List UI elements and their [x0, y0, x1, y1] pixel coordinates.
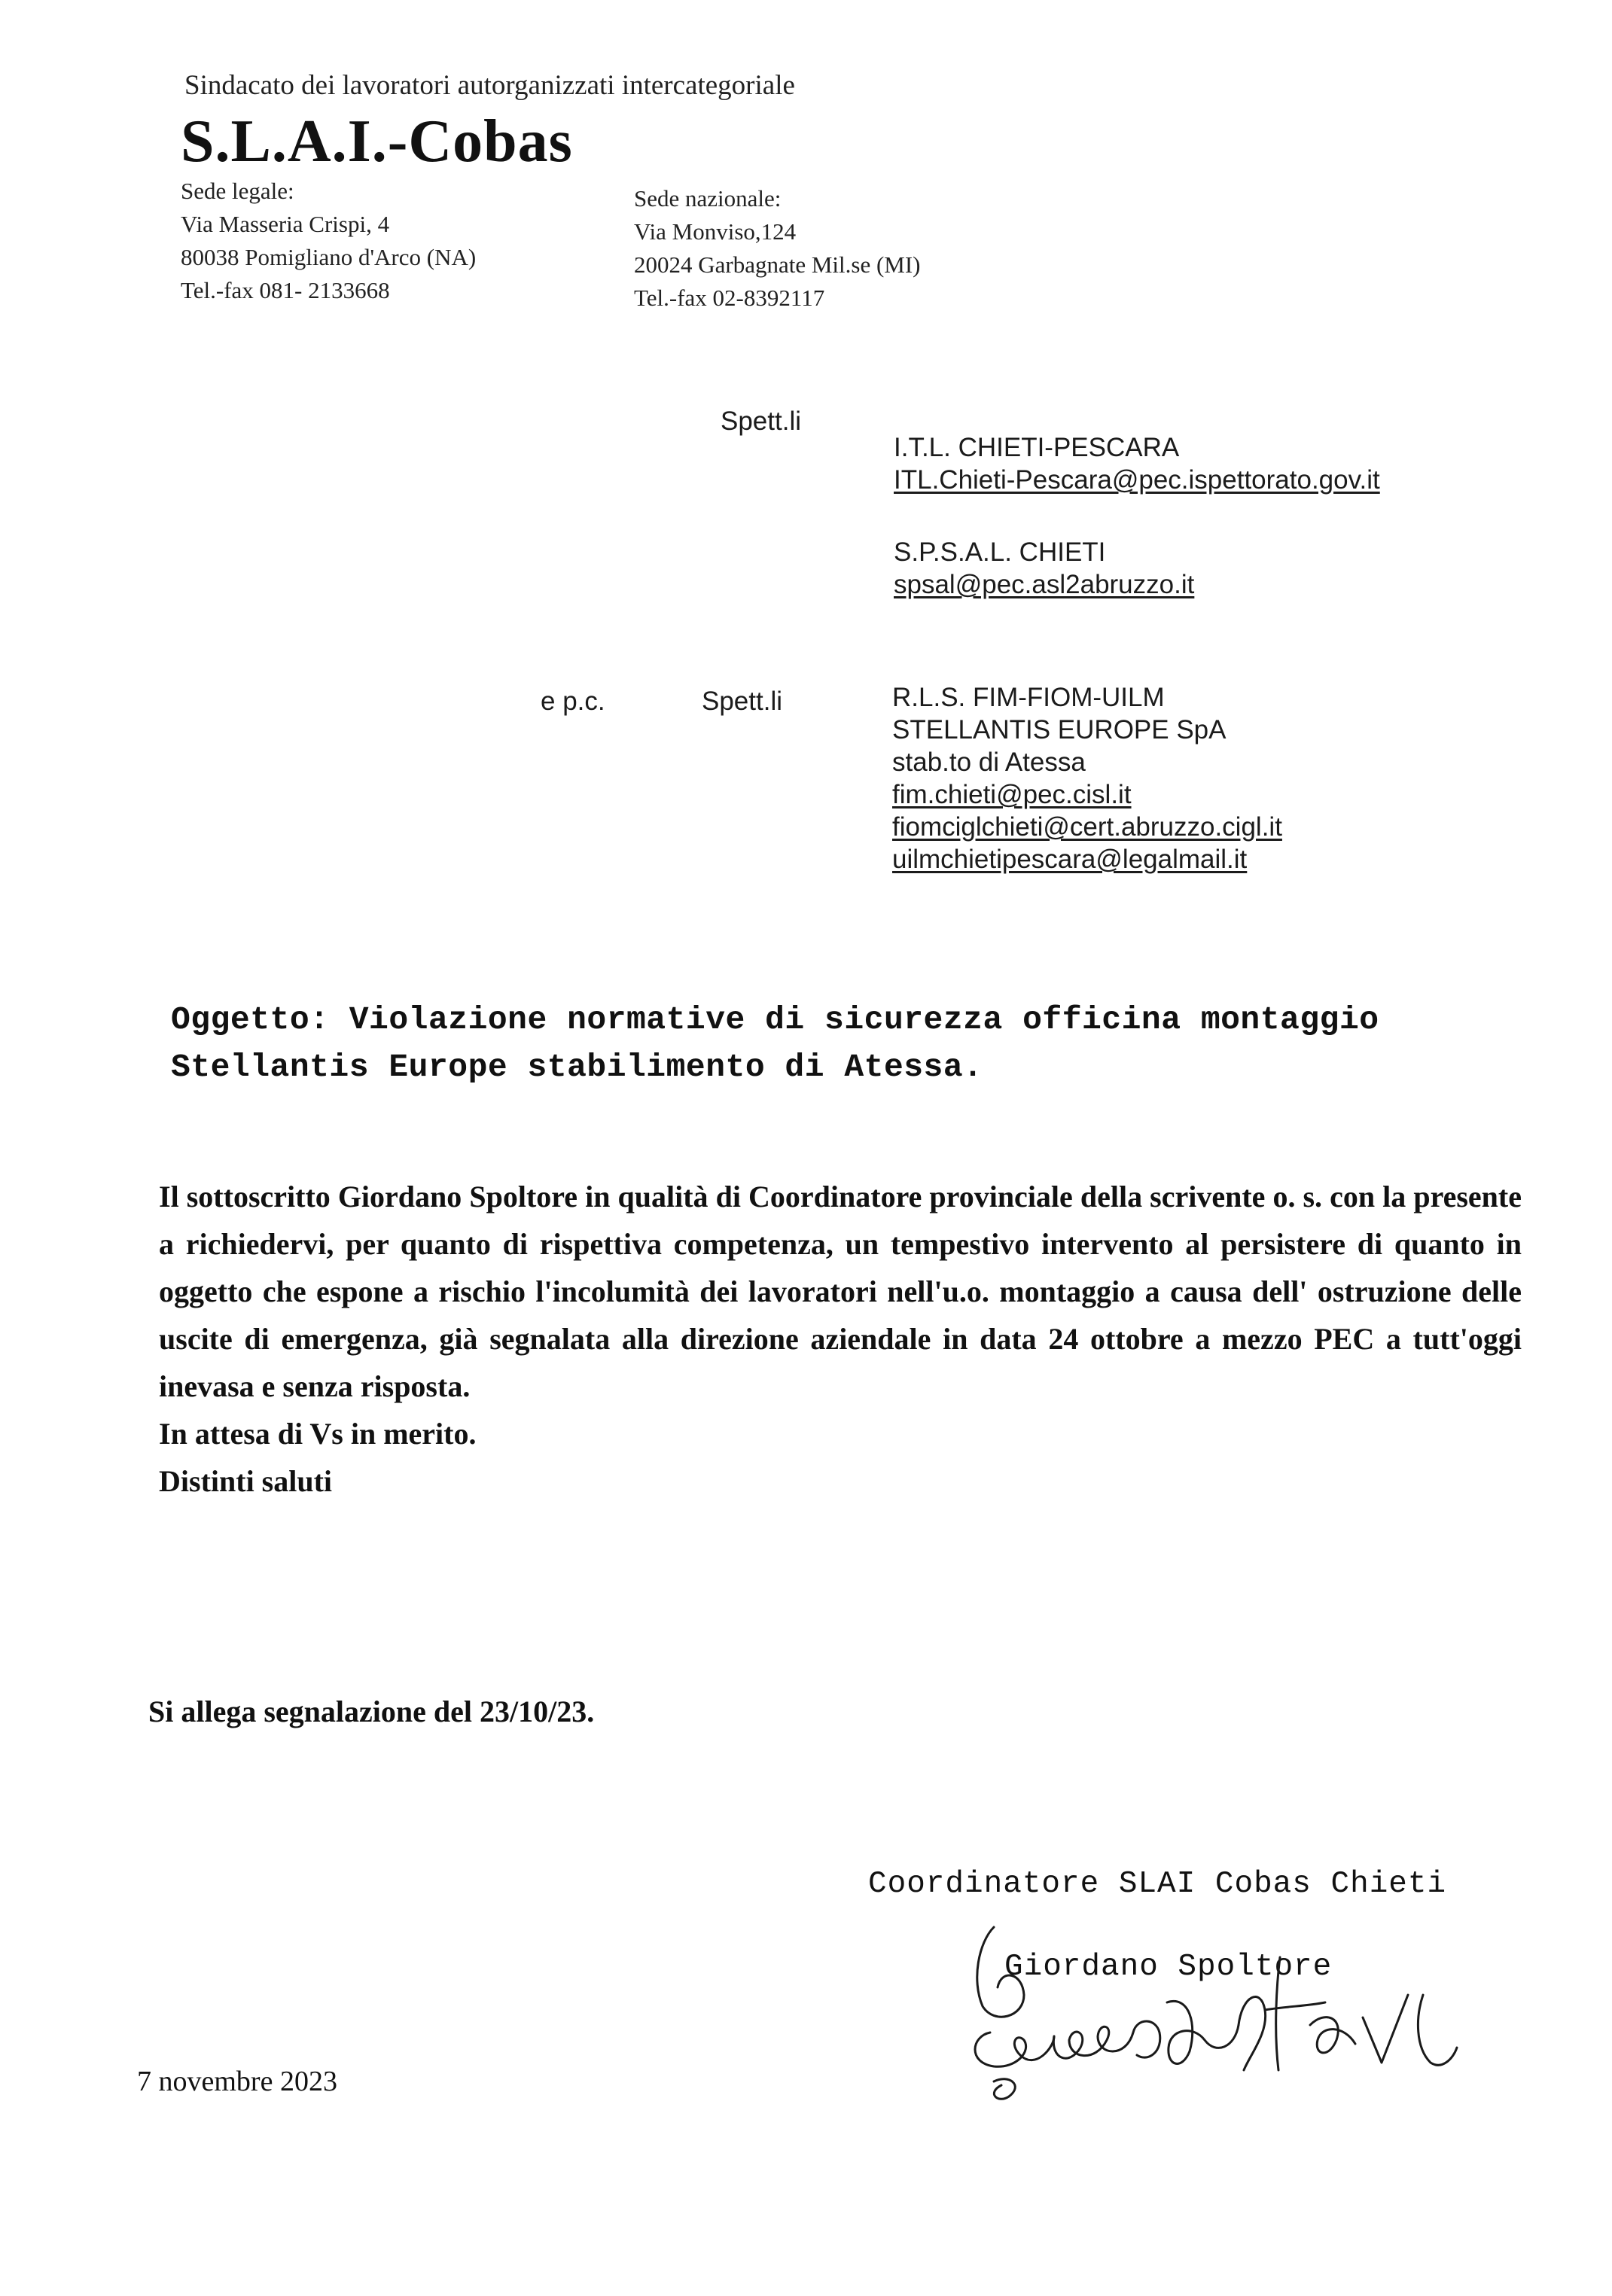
- recipient-email-fiom[interactable]: fiomciglchieti@cert.abruzzo.cigl.it: [892, 812, 1282, 842]
- letter-date: 7 novembre 2023: [137, 2066, 337, 2097]
- recipient-rls-line3: stab.to di Atessa: [892, 748, 1086, 777]
- org-name: S.L.A.I.-Cobas: [181, 108, 573, 175]
- signer-role: Coordinatore SLAI Cobas Chieti: [868, 1867, 1447, 1902]
- sede-nazionale-street: Via Monviso,124: [634, 218, 797, 245]
- sede-nazionale-block: [634, 182, 921, 315]
- recipient-email-uilm[interactable]: uilmchietipescara@legalmail.it: [892, 845, 1248, 874]
- sede-legale-block: [181, 175, 476, 307]
- recipient-spsal-email[interactable]: spsal@pec.asl2abruzzo.it: [894, 570, 1195, 599]
- sede-legale-city: 80038 Pomigliano d'Arco (NA): [181, 244, 477, 270]
- cc-spett-label: Spett.li: [702, 687, 782, 716]
- body-closing: Distinti saluti: [159, 1464, 333, 1498]
- recipient-itl-name: I.T.L. CHIETI-PESCARA: [894, 433, 1180, 462]
- recipient-rls-line1: R.L.S. FIM-FIOM-UILM: [892, 683, 1165, 712]
- spett-label: Spett.li: [721, 407, 801, 436]
- subject-line-1: Oggetto: Violazione normative di sicurezza officina montaggio: [171, 1001, 1379, 1038]
- recipient-itl-email[interactable]: ITL.Chieti-Pescara@pec.ispettorato.gov.it: [894, 465, 1380, 495]
- recipient-itl: [894, 431, 1380, 496]
- subject: [171, 996, 1379, 1091]
- sede-nazionale-phone: Tel.-fax 02-8392117: [634, 285, 825, 311]
- signer-name: Giordano Spoltore: [1004, 1950, 1333, 1984]
- cc-label: e p.c.: [541, 687, 605, 716]
- handwritten-signature: [964, 1912, 1491, 2108]
- org-subtitle: Sindacato dei lavoratori autorganizzati intercategoriale: [184, 70, 795, 101]
- attachment-note: Si allega segnalazione del 23/10/23.: [148, 1695, 595, 1728]
- letter-body: [159, 1173, 1522, 1505]
- recipient-spsal-name: S.P.S.A.L. CHIETI: [894, 537, 1106, 567]
- recipient-rls-line2: STELLANTIS EUROPE SpA: [892, 715, 1227, 745]
- subject-line-2: Stellantis Europe stabilimento di Atessa.: [171, 1049, 983, 1086]
- recipient-spsal: [894, 536, 1194, 601]
- sede-legale-street: Via Masseria Crispi, 4: [181, 211, 390, 237]
- body-paragraph: Il sottoscritto Giordano Spoltore in qualità di Coordinatore provinciale della scrivente o. s. con la presente a richiedervi, per quanto di rispettiva competenza, un tempestivo intervento al persistere di quanto in oggetto che espone a rischio l'incolumità dei lavoratori nell'u.o. montaggio a causa dell' ostruzione delle uscite di emergenza, già segnalata alla direzione aziendale in data 24 ottobre a mezzo PEC a tutt'oggi inevasa e senza risposta.: [159, 1180, 1522, 1403]
- recipient-rls: [892, 681, 1282, 875]
- sede-nazionale-city: 20024 Garbagnate Mil.se (MI): [634, 251, 921, 278]
- recipient-email-fim[interactable]: fim.chieti@pec.cisl.it: [892, 780, 1132, 809]
- sede-legale-label: Sede legale:: [181, 178, 294, 204]
- sede-legale-phone: Tel.-fax 081- 2133668: [181, 277, 390, 303]
- body-waiting: In attesa di Vs in merito.: [159, 1417, 477, 1451]
- sede-nazionale-label: Sede nazionale:: [634, 185, 782, 212]
